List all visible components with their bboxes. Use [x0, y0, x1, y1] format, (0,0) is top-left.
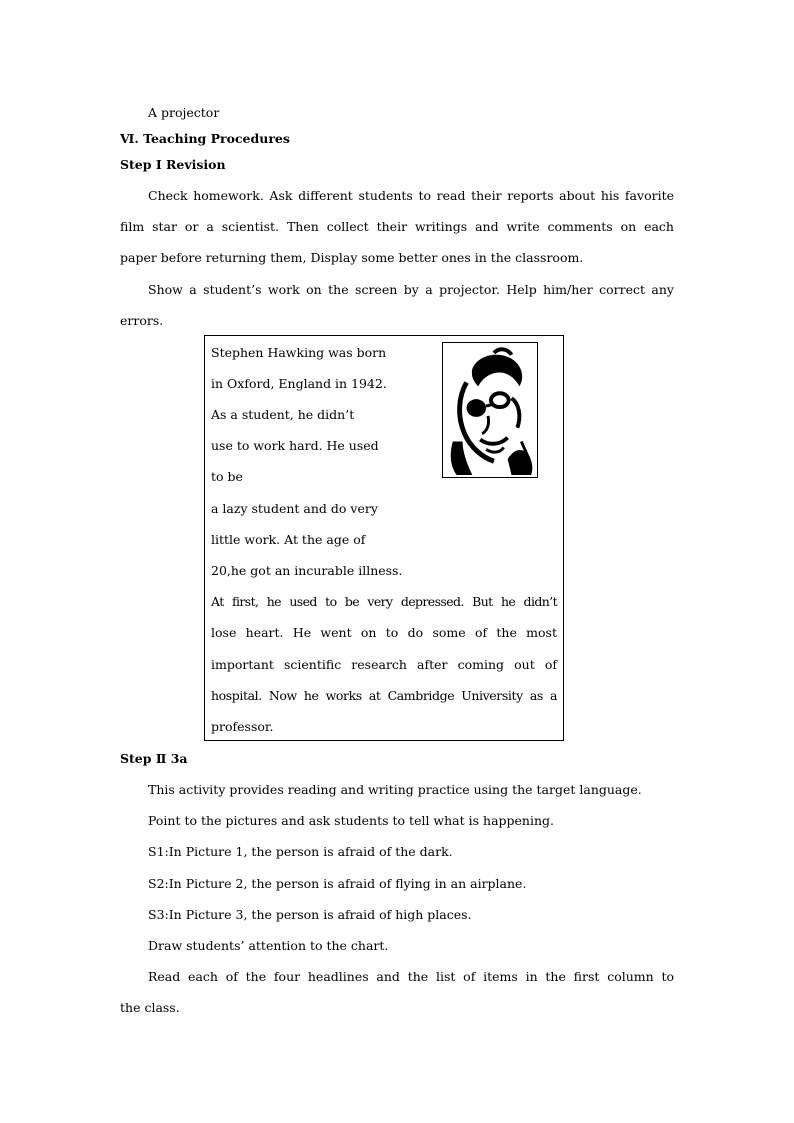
step2-line: S1:In Picture 1, the person is afraid of the dark. — [148, 844, 453, 859]
step2-line: Read each of the four headlines and the list of items in the first column to — [148, 969, 674, 984]
work-line: in Oxford, England in 1942. — [211, 376, 387, 391]
step1-para1-line: film star or a scientist. Then collect their writings and write comments on each — [120, 219, 674, 234]
work-line: 20,he got an incurable illness. — [211, 563, 403, 578]
work-line: use to work hard. He used — [211, 438, 379, 453]
work-line: a lazy student and do very — [211, 501, 378, 516]
work-line: professor. — [211, 719, 274, 734]
work-line: As a student, he didn’t — [211, 407, 355, 422]
step1-para1-line: Check homework. Ask different students to read their reports about his favorite — [148, 188, 674, 203]
step1-heading: Step Ⅰ Revision — [120, 157, 226, 172]
step2-line: S3:In Picture 3, the person is afraid of high places. — [148, 907, 472, 922]
work-line: important scientific research after coming out of — [211, 657, 557, 672]
work-line: lose heart. He went on to do some of the most — [211, 625, 557, 640]
work-line: At first, he used to be very depressed. But he didn’t — [211, 594, 557, 609]
step2-line: S2:In Picture 2, the person is afraid of flying in an airplane. — [148, 876, 527, 891]
section-heading: Ⅵ. Teaching Procedures — [120, 131, 290, 146]
work-line: little work. At the age of — [211, 532, 366, 547]
work-line: hospital. Now he works at Cambridge University as a — [211, 688, 557, 703]
step2-line: the class. — [120, 1000, 180, 1015]
equipment-line: A projector — [148, 105, 220, 120]
work-line: Stephen Hawking was born — [211, 345, 387, 360]
step1-para2-line: Show a student’s work on the screen by a projector. Help him/her correct any — [148, 282, 674, 297]
hawking-portrait — [442, 342, 538, 478]
work-line: to be — [211, 469, 243, 484]
step2-line: Point to the pictures and ask students to tell what is happening. — [148, 813, 554, 828]
step2-line: Draw students’ attention to the chart. — [148, 938, 389, 953]
step1-para1-line: paper before returning them, Display some better ones in the classroom. — [120, 250, 584, 265]
step2-line: This activity provides reading and writing practice using the target language. — [148, 782, 642, 797]
step2-heading: Step Ⅱ 3a — [120, 751, 188, 766]
step1-para2-line: errors. — [120, 313, 164, 328]
